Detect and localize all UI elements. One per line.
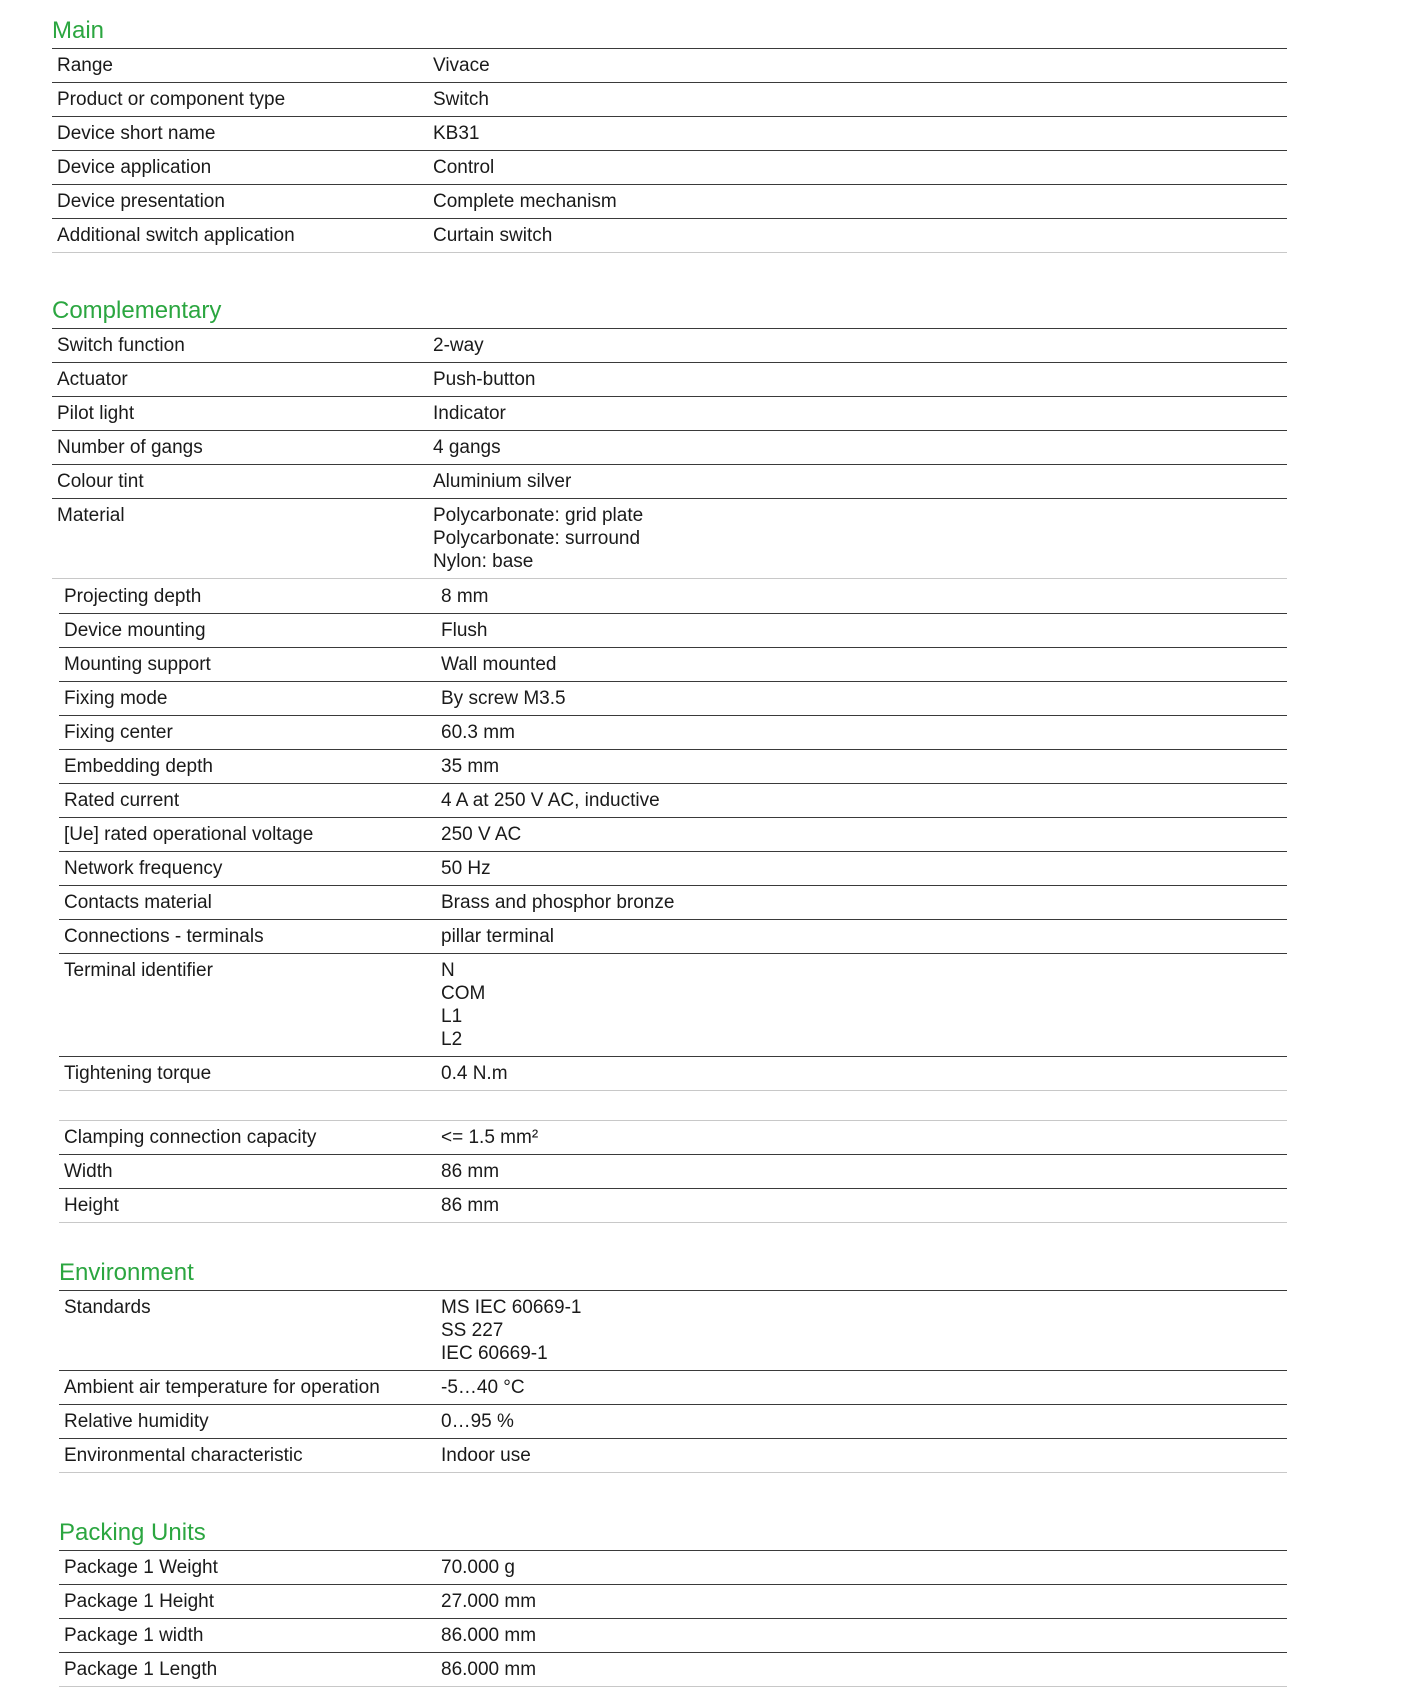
spec-table-packing-units [59, 1550, 1287, 1687]
spec-label: Device presentation [52, 185, 428, 219]
spec-value [436, 614, 1287, 648]
spec-table-complementary-b [59, 580, 1287, 1091]
spec-label: Package 1 width [59, 1619, 436, 1653]
spec-value-line: Polycarbonate: grid plate [433, 505, 644, 526]
spec-label: Height [59, 1189, 436, 1223]
spec-value-line: Complete mechanism [433, 191, 617, 212]
spec-value-line: Push-button [433, 369, 536, 390]
spec-value [436, 648, 1287, 682]
spec-label: [Ue] rated operational voltage [59, 818, 436, 852]
spec-value [428, 219, 1287, 253]
spec-row [59, 1653, 1287, 1687]
spec-value-line: Brass and phosphor bronze [441, 892, 675, 913]
spec-value [428, 363, 1287, 397]
spec-value-line: 35 mm [441, 756, 500, 777]
section-complementary-dimensions [59, 1121, 1287, 1223]
spec-value-line: 250 V AC [441, 824, 522, 845]
spec-value-line: pillar terminal [441, 926, 554, 947]
spec-value-line: -5…40 °C [441, 1377, 525, 1398]
spec-row [59, 886, 1287, 920]
spec-value [428, 83, 1287, 117]
spec-value-line: 86 mm [441, 1161, 500, 1182]
spec-value [436, 954, 1287, 1057]
spec-value [436, 1057, 1287, 1091]
spec-value [436, 818, 1287, 852]
spec-value [436, 580, 1287, 614]
spec-value-line: 8 mm [441, 586, 489, 607]
spec-row [52, 185, 1287, 219]
spec-row [52, 329, 1287, 363]
spec-row [52, 397, 1287, 431]
spec-value-line: By screw M3.5 [441, 688, 566, 709]
spec-label: Relative humidity [59, 1405, 436, 1439]
spec-value-line: COM [441, 983, 486, 1004]
spec-value [436, 1619, 1287, 1653]
spec-value [428, 499, 1287, 579]
spec-value-line: 2-way [433, 335, 484, 356]
spec-label: Actuator [52, 363, 428, 397]
spec-value-line: <= 1.5 mm² [441, 1127, 539, 1148]
section-title-main: Main [52, 17, 105, 44]
spec-value-line: MS IEC 60669-1 [441, 1297, 582, 1318]
spec-label: Colour tint [52, 465, 428, 499]
spec-value-line: 60.3 mm [441, 722, 515, 743]
spec-value [436, 1585, 1287, 1619]
spec-value-line: 0…95 % [441, 1411, 514, 1432]
spec-label: Product or component type [52, 83, 428, 117]
spec-label: Environmental characteristic [59, 1439, 436, 1473]
spec-row [59, 1155, 1287, 1189]
spec-row [59, 1585, 1287, 1619]
spec-label: Width [59, 1155, 436, 1189]
spec-label: Standards [59, 1291, 436, 1371]
spec-value-line: Indicator [433, 403, 506, 424]
spec-label: Mounting support [59, 648, 436, 682]
spec-label: Device mounting [59, 614, 436, 648]
spec-row [59, 614, 1287, 648]
spec-value [428, 151, 1287, 185]
section-title-packing-units: Packing Units [59, 1519, 206, 1546]
spec-row [52, 431, 1287, 465]
spec-label: Package 1 Weight [59, 1551, 436, 1585]
spec-row [59, 1291, 1287, 1371]
spec-label: Network frequency [59, 852, 436, 886]
spec-value-line: 86.000 mm [441, 1659, 537, 1680]
spec-label: Clamping connection capacity [59, 1121, 436, 1155]
spec-value-line: Curtain switch [433, 225, 553, 246]
spec-value-line: Control [433, 157, 495, 178]
spec-label: Rated current [59, 784, 436, 818]
spec-label: Projecting depth [59, 580, 436, 614]
spec-value-line: Vivace [433, 55, 490, 76]
spec-label: Fixing center [59, 716, 436, 750]
spec-label: Connections - terminals [59, 920, 436, 954]
spec-label: Package 1 Length [59, 1653, 436, 1687]
spec-label: Number of gangs [52, 431, 428, 465]
spec-value [428, 117, 1287, 151]
spec-row [59, 1057, 1287, 1091]
spec-row [59, 920, 1287, 954]
spec-value [436, 920, 1287, 954]
spec-label: Additional switch application [52, 219, 428, 253]
section-main [52, 16, 1287, 253]
spec-value-line: 86.000 mm [441, 1625, 537, 1646]
spec-label: Device short name [52, 117, 428, 151]
spec-table-main [52, 48, 1287, 253]
spec-value-line: Indoor use [441, 1445, 531, 1466]
spec-value-line: Wall mounted [441, 654, 557, 675]
spec-value-line: L2 [441, 1029, 463, 1050]
spec-value [436, 1371, 1287, 1405]
spec-value [428, 431, 1287, 465]
spec-value-line: SS 227 [441, 1320, 504, 1341]
spec-label: Ambient air temperature for operation [59, 1371, 436, 1405]
section-complementary-continued [59, 580, 1287, 1091]
spec-row [59, 1189, 1287, 1223]
spec-row [59, 818, 1287, 852]
spec-label: Switch function [52, 329, 428, 363]
spec-value [436, 1291, 1287, 1371]
spec-label: Terminal identifier [59, 954, 436, 1057]
spec-row [59, 580, 1287, 614]
spec-row [52, 151, 1287, 185]
spec-label: Package 1 Height [59, 1585, 436, 1619]
spec-label: Contacts material [59, 886, 436, 920]
spec-value-line: Nylon: base [433, 551, 534, 572]
spec-table-complementary [52, 328, 1287, 579]
spec-row [59, 784, 1287, 818]
spec-value [428, 465, 1287, 499]
spec-row [59, 1371, 1287, 1405]
spec-row [59, 1121, 1287, 1155]
spec-row [52, 83, 1287, 117]
spec-row [59, 852, 1287, 886]
spec-row [52, 219, 1287, 253]
spec-value [436, 852, 1287, 886]
spec-value-line: Flush [441, 620, 488, 641]
spec-row [59, 1551, 1287, 1585]
spec-value [436, 1121, 1287, 1155]
spec-value [436, 1439, 1287, 1473]
section-packing-units [59, 1518, 1287, 1687]
spec-value-line: 70.000 g [441, 1557, 515, 1578]
spec-row [59, 1405, 1287, 1439]
spec-label: Material [52, 499, 428, 579]
spec-value [436, 784, 1287, 818]
spec-value [436, 682, 1287, 716]
spec-table-complementary-c [59, 1121, 1287, 1223]
spec-value-line: IEC 60669-1 [441, 1343, 548, 1364]
spec-value [436, 1189, 1287, 1223]
spec-value [436, 750, 1287, 784]
spec-value [436, 1155, 1287, 1189]
spec-value [436, 886, 1287, 920]
spec-value-line: Switch [433, 89, 489, 110]
spec-value [436, 716, 1287, 750]
spec-row [59, 1439, 1287, 1473]
section-title-environment: Environment [59, 1259, 194, 1286]
spec-value-line: 86 mm [441, 1195, 500, 1216]
spec-row [52, 117, 1287, 151]
spec-row [52, 363, 1287, 397]
spec-value [436, 1551, 1287, 1585]
section-environment [59, 1258, 1287, 1473]
spec-row [52, 499, 1287, 579]
section-title-complementary: Complementary [52, 297, 222, 324]
spec-value [436, 1405, 1287, 1439]
spec-label: Range [52, 49, 428, 83]
spec-row [59, 716, 1287, 750]
spec-value-line: Polycarbonate: surround [433, 528, 641, 549]
spec-value [428, 329, 1287, 363]
spec-label: Embedding depth [59, 750, 436, 784]
spec-value-line: 4 gangs [433, 437, 501, 458]
spec-value-line: N [441, 960, 455, 981]
spec-value [428, 49, 1287, 83]
spec-table-environment [59, 1290, 1287, 1473]
spec-value [428, 185, 1287, 219]
spec-row [59, 954, 1287, 1057]
spec-row [52, 49, 1287, 83]
spec-value-line: L1 [441, 1006, 463, 1027]
spec-row [59, 648, 1287, 682]
spec-label: Pilot light [52, 397, 428, 431]
section-complementary [52, 296, 1287, 579]
spec-label: Fixing mode [59, 682, 436, 716]
spec-label: Device application [52, 151, 428, 185]
spec-value-line: 4 A at 250 V AC, inductive [441, 790, 660, 811]
spec-value-line: 27.000 mm [441, 1591, 537, 1612]
spec-value-line: 0.4 N.m [441, 1063, 508, 1084]
spec-value [436, 1653, 1287, 1687]
spec-row [59, 682, 1287, 716]
spec-row [59, 750, 1287, 784]
spec-value-line: 50 Hz [441, 858, 491, 879]
spec-value-line: KB31 [433, 123, 480, 144]
spec-row [52, 465, 1287, 499]
spec-value [428, 397, 1287, 431]
spec-row [59, 1619, 1287, 1653]
spec-value-line: Aluminium silver [433, 471, 572, 492]
spec-label: Tightening torque [59, 1057, 436, 1091]
